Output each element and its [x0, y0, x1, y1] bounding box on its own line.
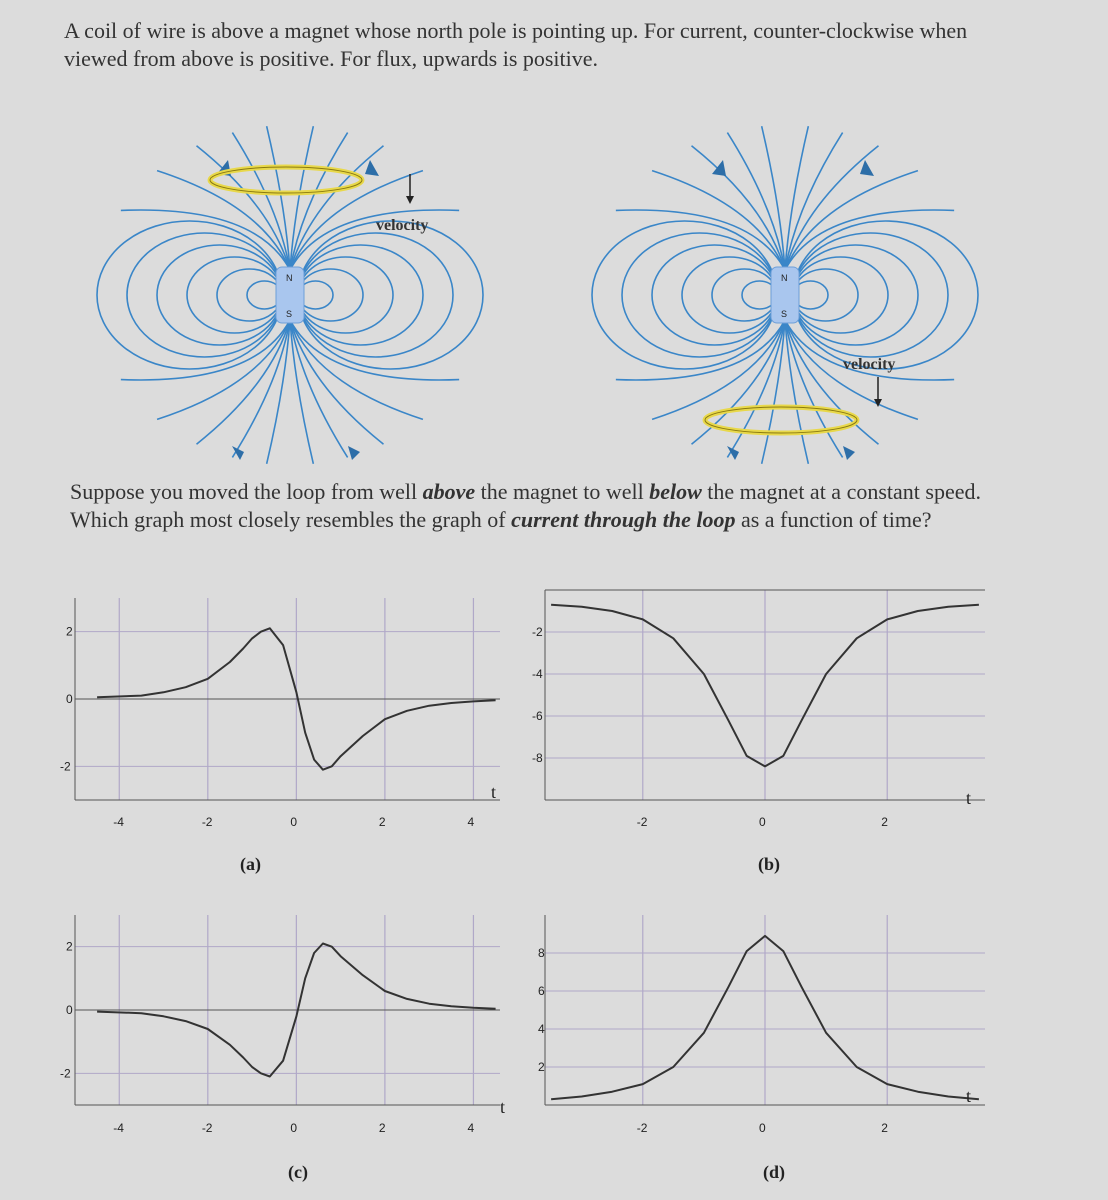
question-emphasis-below: below	[649, 479, 702, 504]
graph-caption: (c)	[288, 1162, 308, 1182]
north-pole-label: N	[781, 273, 788, 283]
south-pole-label: S	[781, 309, 788, 319]
y-tick-label: -8	[532, 751, 543, 765]
x-tick-label: 2	[881, 1121, 888, 1135]
graph-caption: (d)	[763, 1162, 785, 1182]
x-tick-label: 2	[881, 815, 888, 829]
velocity-label: velocity	[376, 217, 429, 234]
x-tick-label: -2	[636, 1121, 648, 1135]
y-tick-label: -2	[60, 1066, 71, 1081]
south-pole-label: S	[286, 309, 293, 319]
x-tick-label: 2	[378, 815, 386, 829]
y-tick-label: 2	[66, 624, 73, 639]
question-part-1: Suppose you moved the loop from well	[70, 479, 423, 504]
x-tick-label: -4	[113, 815, 124, 829]
x-tick-label: 2	[378, 1121, 386, 1135]
graph-caption: (a)	[240, 854, 261, 874]
x-tick-label: 0	[759, 1121, 766, 1135]
y-tick-label: 0	[66, 1003, 73, 1017]
y-tick-label: 2	[66, 939, 73, 954]
x-axis-label: t	[500, 1097, 506, 1117]
x-tick-label: 0	[759, 815, 766, 829]
graph-d	[538, 915, 985, 1183]
y-tick-label: 0	[66, 692, 73, 706]
velocity-label: velocity	[843, 356, 896, 373]
question-part-4: as a function of time?	[735, 507, 932, 532]
y-tick-label: -6	[532, 709, 543, 723]
x-tick-label: -2	[201, 1121, 213, 1135]
x-tick-label: -2	[636, 815, 648, 829]
question-part-2: the magnet to well	[475, 479, 650, 504]
y-tick-label: -2	[60, 759, 71, 774]
x-tick-label: -4	[113, 1121, 124, 1135]
question-emphasis-current: current through the loop	[511, 507, 736, 532]
graph-c	[60, 915, 505, 1183]
y-tick-label: -4	[532, 667, 543, 681]
graph-caption: (b)	[758, 854, 780, 874]
x-tick-label: 4	[467, 1121, 475, 1135]
x-tick-label: 4	[467, 815, 475, 829]
north-pole-label: N	[286, 273, 293, 283]
x-axis-label: t	[966, 788, 972, 808]
x-axis-label: t	[491, 782, 497, 802]
intro-text: A coil of wire is above a magnet whose north pole is pointing up. For current, counter-clockwise when viewed from above is positive. For flux, upwards is positive.	[64, 18, 968, 71]
graph-b	[532, 590, 985, 875]
x-axis-label: t	[966, 1086, 972, 1106]
y-tick-label: 4	[538, 1022, 545, 1036]
x-tick-label: -2	[201, 815, 213, 829]
y-tick-label: 2	[538, 1060, 545, 1074]
graph-a	[60, 598, 500, 875]
question-emphasis-above: above	[422, 479, 476, 504]
x-tick-label: 0	[290, 815, 298, 829]
y-tick-label: 6	[538, 984, 545, 998]
y-tick-label: 8	[538, 946, 545, 960]
question-part-3: the magnet at a constant speed. Which graph most closely resembles the graph of	[70, 479, 981, 532]
x-tick-label: 0	[290, 1121, 298, 1135]
y-tick-label: -2	[532, 625, 543, 639]
